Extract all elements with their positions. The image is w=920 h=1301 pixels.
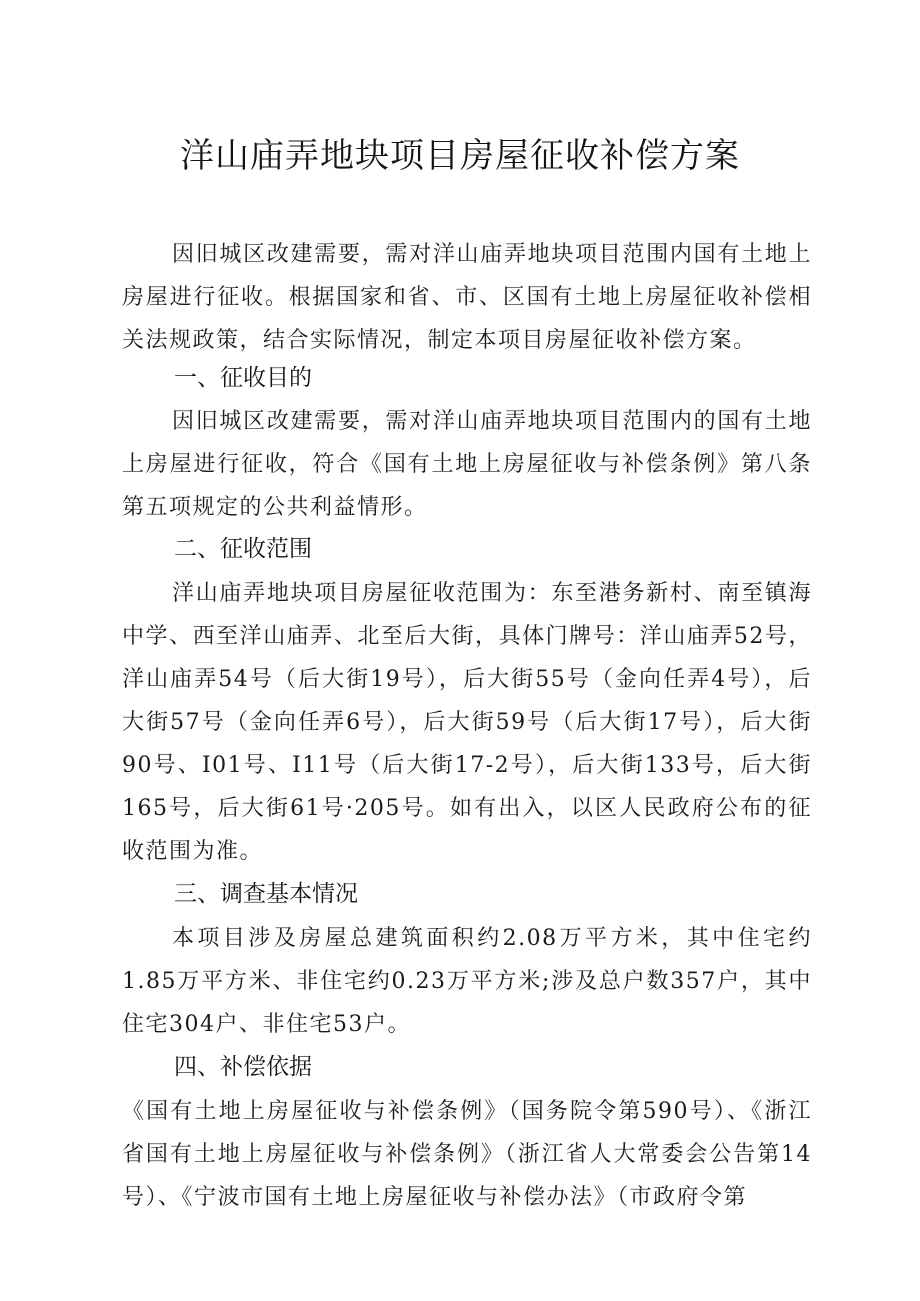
section-heading-purpose: 一、征收目的 (174, 365, 312, 391)
section-heading-survey: 三、调查基本情况 (174, 881, 358, 907)
section-heading-scope: 二、征收范围 (174, 536, 312, 562)
section-body-purpose: 因旧城区改建需要，需对洋山庙弄地块项目范围内的国有土地上房屋进行征收，符合《国有土地上房屋征收与补偿条例》第八条第五项规定的公共利益情形。 (122, 409, 812, 520)
section-heading-basis: 四、补偿依据 (174, 1054, 312, 1080)
section-body-scope: 洋山庙弄地块项目房屋征收范围为：东至港务新村、南至镇海中学、西至洋山庙弄、北至后大街，具体门牌号：洋山庙弄52号，洋山庙弄54号（后大街19号），后大街55号（金向任弄4号），后大街57号（金向任弄6号），后大街59号（后大街17号），后大街90号、I01号、I11号（后大街17-2号），后大街133号，后大街165号，后大街61号·205号。如有出入，以区人民政府公布的征收范围为准。 (122, 581, 812, 864)
document-title: 洋山庙弄地块项目房屋征收补偿方案 (180, 136, 740, 176)
section-body-survey: 本项目涉及房屋总建筑面积约2.08万平方米，其中住宅约1.85万平方米、非住宅约0.23万平方米;涉及总户数357户，其中住宅304户、非住宅53户。 (122, 926, 812, 1037)
section-body-basis: 《国有土地上房屋征收与补偿条例》（国务院令第590号）、《浙江省国有土地上房屋征收与补偿条例》（浙江省人大常委会公告第14号）、《宁波市国有土地上房屋征收与补偿办法》（市政府令第 (122, 1099, 812, 1210)
intro-paragraph: 因旧城区改建需要，需对洋山庙弄地块项目范围内国有土地上房屋进行征收。根据国家和省、市、区国有土地上房屋征收补偿相关法规政策，结合实际情况，制定本项目房屋征收补偿方案。 (122, 242, 812, 353)
